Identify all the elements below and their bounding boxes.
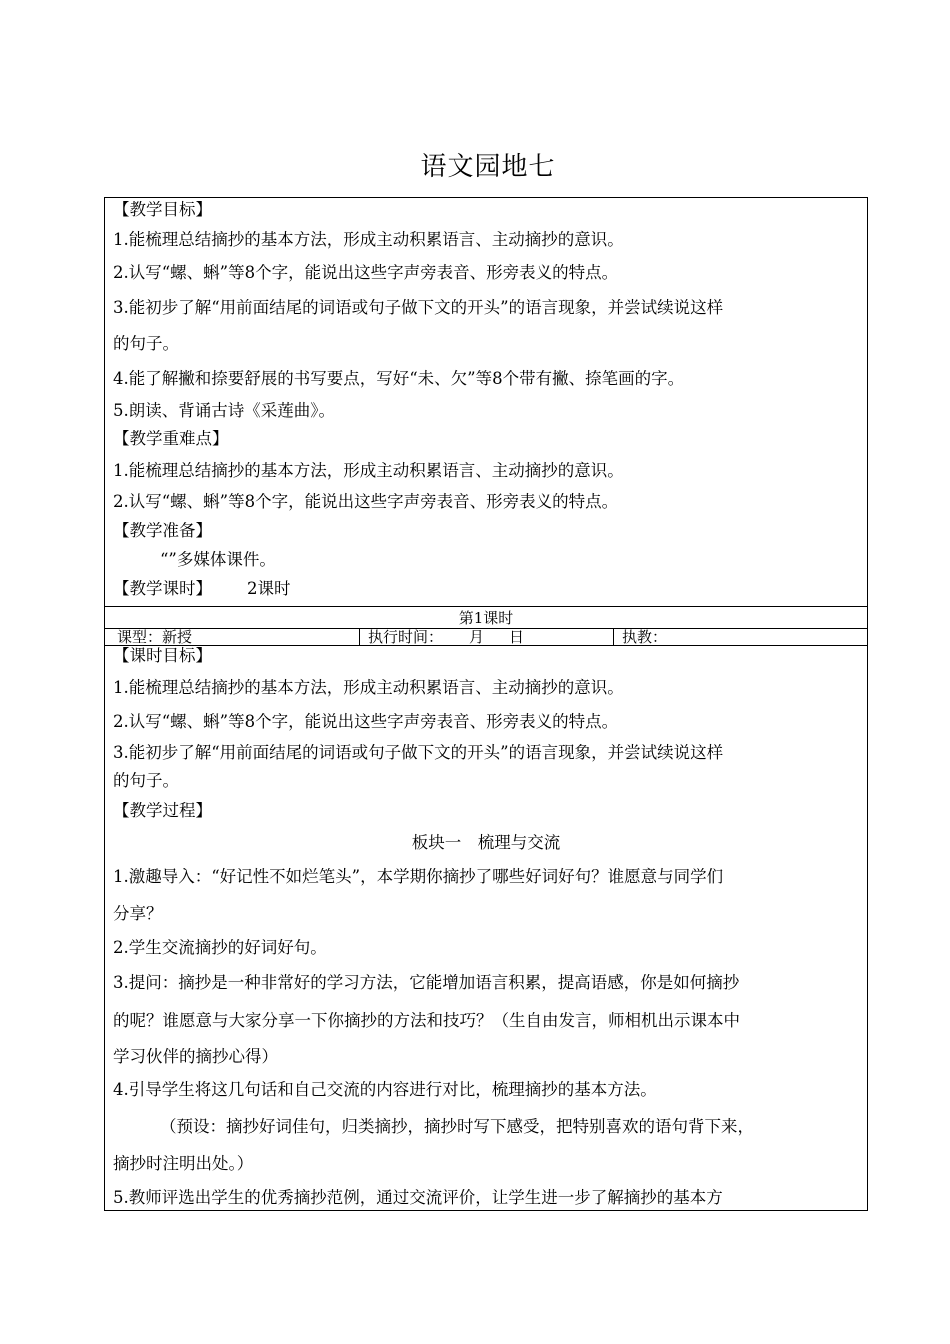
goal-line: 2.认写“螺、蝌”等8个字，能说出这些字声旁表音、形旁表义的特点。: [113, 263, 619, 282]
lesson-goal-line: 的句子。: [113, 771, 179, 790]
lesson-header: [104, 606, 868, 646]
page-title: 语文园地七: [420, 152, 556, 182]
goal-line: 3.能初步了解“用前面结尾的词语或句子做下文的开头”的语言现象，并尝试续说这样: [113, 298, 724, 317]
unit-overview-section: [104, 197, 868, 607]
process-line: （预设：摘抄好词佳句，归类摘抄，摘抄时写下感受，把特别喜欢的语句背下来，: [160, 1117, 754, 1136]
day-label: 日: [509, 628, 525, 646]
process-heading: 【教学过程】: [113, 801, 212, 820]
lesson-type: 课型：新授: [117, 628, 193, 646]
lesson-content-section: [104, 645, 868, 1211]
goal-line: 5.朗读、背诵古诗《采莲曲》。: [113, 401, 335, 420]
goal-line: 4.能了解撇和捺要舒展的书写要点，写好“未、欠”等8个带有撇、捺笔画的字。: [113, 369, 685, 388]
hours-value: 2课时: [247, 579, 291, 598]
process-line: 3.提问：摘抄是一种非常好的学习方法，它能增加语言积累，提高语感，你是如何摘抄: [113, 973, 740, 992]
execution-time-label: 执行时间：: [368, 628, 444, 646]
process-line: 1.激趣导入：“好记性不如烂笔头”，本学期你摘抄了哪些好词好句？谁愿意与同学们: [113, 867, 724, 886]
key-points-heading: 【教学重难点】: [113, 429, 229, 448]
lesson-goals-heading: 【课时目标】: [113, 646, 212, 665]
goals-heading: 【教学目标】: [113, 200, 212, 219]
process-line: 5.教师评选出学生的优秀摘抄范例，通过交流评价，让学生进一步了解摘抄的基本方: [113, 1188, 723, 1207]
lesson-goal-line: 1.能梳理总结摘抄的基本方法，形成主动积累语言、主动摘抄的意识。: [113, 678, 624, 697]
process-line: 学习伙伴的摘抄心得）: [113, 1047, 278, 1066]
lesson-title: 第1课时: [458, 609, 514, 627]
key-point-line: 2.认写“螺、蝌”等8个字，能说出这些字声旁表音、形旁表义的特点。: [113, 492, 619, 511]
teacher-label: 执教：: [622, 628, 668, 646]
process-line: 摘抄时注明出处。）: [113, 1154, 254, 1173]
column-divider: [359, 628, 360, 646]
process-line: 分享？: [113, 904, 163, 923]
goal-line: 的句子。: [113, 334, 179, 353]
block-title: 板块一 梳理与交流: [411, 833, 561, 852]
prep-heading: 【教学准备】: [113, 521, 212, 540]
month-label: 月: [469, 628, 485, 646]
lesson-goal-line: 3.能初步了解“用前面结尾的词语或句子做下文的开头”的语言现象，并尝试续说这样: [113, 743, 724, 762]
column-divider: [613, 628, 614, 646]
key-point-line: 1.能梳理总结摘抄的基本方法，形成主动积累语言、主动摘抄的意识。: [113, 461, 624, 480]
hours-heading: 【教学课时】: [113, 579, 212, 598]
header-divider: [105, 628, 867, 629]
process-line: 4.引导学生将这几句话和自己交流的内容进行对比，梳理摘抄的基本方法。: [113, 1080, 657, 1099]
prep-text: “”多媒体课件。: [160, 550, 276, 569]
lesson-goal-line: 2.认写“螺、蝌”等8个字，能说出这些字声旁表音、形旁表义的特点。: [113, 712, 619, 731]
goal-line: 1.能梳理总结摘抄的基本方法，形成主动积累语言、主动摘抄的意识。: [113, 230, 624, 249]
process-line: 2.学生交流摘抄的好词好句。: [113, 938, 327, 957]
process-line: 的呢？谁愿意与大家分享一下你摘抄的方法和技巧？（生自由发言，师相机出示课本中: [113, 1011, 740, 1030]
